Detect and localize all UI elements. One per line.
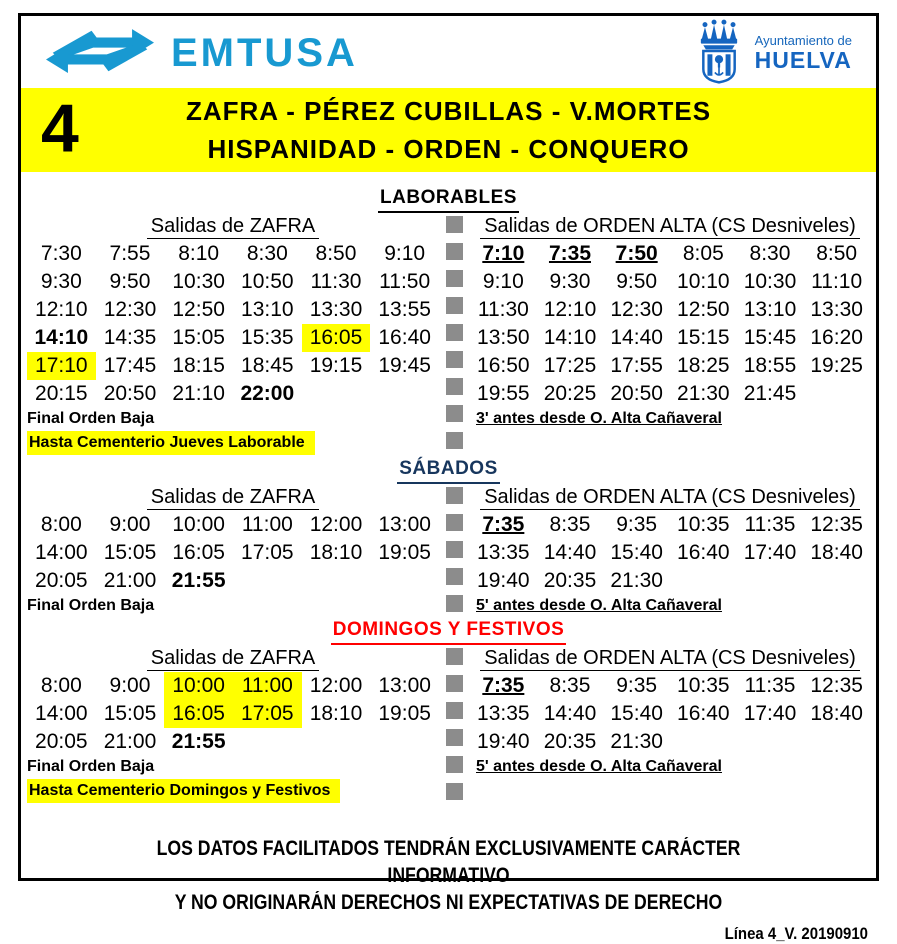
note: 3' antes desde O. Alta Cañaveral — [476, 410, 722, 427]
time-cell: 19:25 — [810, 354, 863, 377]
time-cell: 15:05 — [172, 326, 225, 349]
time-cell: 9:50 — [109, 270, 151, 293]
time-cell: 7:35 — [548, 242, 591, 265]
time-cell: 17:55 — [610, 354, 663, 377]
section-title-domingos: DOMINGOS Y FESTIVOS — [331, 618, 567, 645]
time-cell: 14:35 — [103, 326, 157, 349]
time-cell: 21:00 — [103, 569, 157, 592]
time-cell: 10:30 — [743, 270, 797, 293]
header — [21, 16, 876, 88]
time-cell: 15:15 — [677, 326, 730, 349]
time-cell — [370, 567, 439, 595]
time-cell: 11:50 — [379, 270, 431, 293]
time-cell: 7:10 — [482, 242, 525, 265]
time-cell: 16:40 — [378, 326, 431, 349]
time-row — [470, 728, 870, 756]
time-cell: 18:45 — [241, 354, 294, 377]
time-cell: 8:00 — [40, 513, 82, 536]
time-cell: 15:05 — [103, 541, 157, 564]
section-title-sabados: SÁBADOS — [397, 457, 500, 484]
time-cell — [803, 567, 870, 595]
time-row — [27, 728, 439, 756]
time-row — [470, 352, 870, 380]
time-cell: 10:50 — [241, 270, 294, 293]
dashed-divider — [446, 487, 463, 616]
time-cell: 8:00 — [40, 674, 82, 697]
time-cell: 19:40 — [477, 569, 530, 592]
disclaimer-line2: Y NO ORIGINARÁN DERECHOS NI EXPECTATIVAS DE DERECHO — [174, 891, 723, 914]
time-cell: 20:25 — [543, 382, 597, 405]
time-cell: 14:00 — [35, 702, 88, 725]
time-cell: 16:05 — [172, 541, 225, 564]
time-cell: 21:55 — [171, 730, 226, 753]
time-cell: 10:35 — [677, 513, 730, 536]
time-cell: 11:00 — [241, 513, 293, 536]
section-title-laborables: LABORABLES — [378, 186, 519, 213]
time-cell: 13:30 — [810, 298, 863, 321]
time-cell — [370, 728, 439, 756]
time-cell — [233, 567, 302, 595]
time-cell: 21:30 — [610, 569, 663, 592]
time-row — [27, 700, 439, 728]
time-cell: 13:10 — [241, 298, 294, 321]
time-cell: 7:30 — [40, 242, 82, 265]
time-cell: 17:10 — [27, 352, 96, 380]
time-cell — [370, 380, 439, 408]
time-cell: 13:10 — [743, 298, 797, 321]
time-cell: 21:45 — [743, 382, 797, 405]
section-domingos — [27, 618, 870, 825]
time-cell: 9:50 — [616, 270, 658, 293]
time-cell: 9:00 — [109, 513, 151, 536]
time-cell: 12:50 — [172, 298, 225, 321]
time-row — [470, 240, 870, 268]
time-cell: 19:05 — [378, 541, 431, 564]
section-laborables — [27, 186, 870, 455]
time-cell: 8:50 — [816, 242, 858, 265]
time-cell: 19:55 — [477, 382, 530, 405]
time-cell: 18:55 — [743, 354, 797, 377]
column-heading: Salidas de ZAFRA — [27, 214, 439, 239]
time-cell — [302, 567, 371, 595]
time-cell: 13:00 — [378, 674, 431, 697]
time-cell: 15:05 — [103, 702, 157, 725]
time-cell: 12:00 — [309, 674, 363, 697]
time-cell: 14:40 — [610, 326, 663, 349]
time-cell: 20:05 — [35, 569, 88, 592]
time-cell: 14:00 — [35, 541, 88, 564]
time-cell: 18:40 — [810, 702, 863, 725]
time-row — [27, 268, 439, 296]
time-cell: 11:35 — [744, 513, 796, 536]
time-cell: 18:10 — [309, 541, 363, 564]
time-cell: 16:05 — [164, 700, 233, 728]
time-cell: 17:05 — [233, 700, 302, 728]
time-cell: 21:10 — [172, 382, 225, 405]
time-cell: 16:40 — [677, 702, 730, 725]
domingos-right-table — [470, 646, 870, 803]
time-cell: 9:30 — [549, 270, 591, 293]
time-cell: 9:30 — [40, 270, 82, 293]
dashed-divider — [446, 216, 463, 455]
time-cell: 7:50 — [615, 242, 658, 265]
time-row — [27, 539, 439, 567]
note: 5' antes desde O. Alta Cañaveral — [476, 597, 722, 614]
time-cell: 8:35 — [549, 513, 591, 536]
time-cell: 17:05 — [241, 541, 294, 564]
disclaimer-line1: LOS DATOS FACILITADOS TENDRÁN EXCLUSIVAMENTE CARÁCTER INFORMATIVO — [156, 837, 741, 887]
time-cell: 17:25 — [543, 354, 597, 377]
time-cell: 8:10 — [178, 242, 220, 265]
time-cell: 16:40 — [677, 541, 730, 564]
sabados-right-table — [470, 485, 870, 616]
version-label: Línea 4_V. 20190910 — [724, 924, 868, 943]
time-cell: 8:30 — [749, 242, 791, 265]
sabados-left-table — [27, 485, 439, 616]
time-cell: 21:30 — [610, 730, 663, 753]
time-cell: 7:55 — [109, 242, 151, 265]
time-row — [470, 700, 870, 728]
emtusa-logo — [35, 24, 358, 83]
time-cell: 8:05 — [682, 242, 724, 265]
dashed-divider — [446, 648, 463, 803]
route-title-line2: HISPANIDAD - ORDEN - CONQUERO — [207, 134, 690, 164]
time-row — [470, 296, 870, 324]
time-cell: 13:55 — [378, 298, 431, 321]
time-cell: 21:55 — [171, 569, 226, 592]
time-cell: 10:30 — [172, 270, 225, 293]
time-cell — [803, 380, 870, 408]
time-cell: 18:15 — [172, 354, 225, 377]
time-row — [27, 324, 439, 352]
note: Hasta Cementerio Domingos y Festivos — [27, 779, 340, 803]
time-cell: 12:50 — [677, 298, 730, 321]
time-cell: 8:50 — [315, 242, 357, 265]
time-cell: 9:10 — [482, 270, 524, 293]
time-cell: 15:40 — [610, 541, 663, 564]
time-cell — [670, 567, 737, 595]
time-cell: 13:00 — [378, 513, 431, 536]
huelva-logo — [691, 18, 852, 89]
time-cell: 16:50 — [477, 354, 530, 377]
time-cell — [302, 728, 371, 756]
time-row — [27, 296, 439, 324]
time-cell: 11:10 — [811, 270, 863, 293]
time-cell — [737, 728, 804, 756]
time-cell: 10:10 — [677, 270, 730, 293]
time-cell: 19:40 — [477, 730, 530, 753]
route-number: 4 — [41, 90, 79, 167]
time-cell: 8:35 — [549, 674, 591, 697]
municipality-line1: Ayuntamiento de — [754, 33, 852, 49]
domingos-left-table — [27, 646, 439, 803]
time-cell: 18:40 — [810, 541, 863, 564]
time-row — [470, 672, 870, 700]
laborables-right-table — [470, 214, 870, 455]
time-cell: 9:35 — [616, 674, 658, 697]
time-cell: 18:25 — [677, 354, 730, 377]
time-cell: 14:40 — [543, 541, 597, 564]
time-cell: 10:00 — [164, 672, 233, 700]
laborables-left-table — [27, 214, 439, 455]
time-cell: 13:50 — [477, 326, 530, 349]
time-cell — [302, 380, 371, 408]
time-cell: 19:15 — [309, 354, 363, 377]
note: Final Orden Baja — [27, 410, 155, 427]
time-cell: 10:00 — [172, 513, 225, 536]
time-cell: 12:35 — [810, 674, 863, 697]
note: 5' antes desde O. Alta Cañaveral — [476, 758, 722, 775]
huelva-crest-icon — [691, 18, 747, 89]
column-heading: Salidas de ORDEN ALTA (CS Desniveles) — [470, 485, 870, 510]
time-cell: 11:35 — [744, 674, 796, 697]
time-cell: 12:30 — [103, 298, 157, 321]
timetable-sheet — [18, 13, 879, 943]
column-heading: Salidas de ORDEN ALTA (CS Desniveles) — [470, 646, 870, 671]
time-cell: 7:35 — [482, 513, 525, 536]
time-cell: 9:35 — [616, 513, 658, 536]
time-cell: 14:10 — [34, 326, 89, 349]
time-cell: 15:40 — [610, 702, 663, 725]
time-cell: 10:35 — [677, 674, 730, 697]
time-cell: 16:05 — [302, 324, 371, 352]
time-cell: 12:00 — [309, 513, 363, 536]
time-row — [27, 240, 439, 268]
note: Hasta Cementerio Jueves Laborable — [27, 431, 315, 455]
time-cell: 19:05 — [378, 702, 431, 725]
time-row — [470, 380, 870, 408]
time-cell: 13:30 — [309, 298, 363, 321]
time-cell: 7:35 — [482, 674, 525, 697]
section-sabados — [27, 457, 870, 616]
time-row — [27, 380, 439, 408]
time-cell: 19:45 — [378, 354, 431, 377]
time-cell: 11:00 — [233, 672, 302, 700]
time-row — [27, 352, 439, 380]
column-heading: Salidas de ZAFRA — [27, 485, 439, 510]
note: Final Orden Baja — [27, 758, 155, 775]
route-title-band — [21, 88, 876, 172]
note: Final Orden Baja — [27, 597, 155, 614]
municipality-line2: HUELVA — [754, 46, 852, 73]
time-cell: 12:35 — [810, 513, 863, 536]
time-cell: 9:10 — [384, 242, 426, 265]
time-cell: 17:45 — [103, 354, 157, 377]
emtusa-double-arrow-icon — [35, 24, 165, 83]
time-cell: 8:30 — [246, 242, 288, 265]
time-cell — [803, 728, 870, 756]
time-cell: 20:50 — [103, 382, 157, 405]
time-cell: 20:05 — [35, 730, 88, 753]
time-row — [470, 567, 870, 595]
time-row — [27, 511, 439, 539]
time-cell: 11:30 — [477, 298, 529, 321]
time-cell: 9:00 — [109, 674, 151, 697]
time-cell: 12:10 — [35, 298, 88, 321]
time-cell: 20:35 — [543, 730, 597, 753]
time-cell: 20:35 — [543, 569, 597, 592]
time-cell: 16:20 — [810, 326, 863, 349]
time-cell — [233, 728, 302, 756]
time-cell: 12:10 — [543, 298, 597, 321]
time-cell: 13:35 — [477, 541, 530, 564]
column-heading: Salidas de ORDEN ALTA (CS Desniveles) — [470, 214, 870, 239]
time-cell: 17:40 — [743, 702, 797, 725]
time-row — [470, 324, 870, 352]
time-cell: 13:35 — [477, 702, 530, 725]
time-cell: 14:10 — [543, 326, 597, 349]
time-row — [470, 539, 870, 567]
time-cell: 18:10 — [309, 702, 363, 725]
time-cell: 20:15 — [35, 382, 88, 405]
time-cell: 12:30 — [610, 298, 663, 321]
column-heading: Salidas de ZAFRA — [27, 646, 439, 671]
time-cell: 17:40 — [743, 541, 797, 564]
time-cell: 11:30 — [310, 270, 362, 293]
time-cell: 20:50 — [610, 382, 663, 405]
footer — [21, 835, 876, 944]
route-title-line1: ZAFRA - PÉREZ CUBILLAS - V.MORTES — [185, 96, 712, 126]
time-cell: 15:35 — [241, 326, 294, 349]
time-cell — [737, 567, 804, 595]
time-cell: 15:45 — [743, 326, 797, 349]
time-cell: 22:00 — [240, 382, 295, 405]
time-cell: 21:30 — [677, 382, 730, 405]
time-cell — [670, 728, 737, 756]
sections — [21, 172, 876, 825]
time-row — [470, 268, 870, 296]
time-cell: 14:40 — [543, 702, 597, 725]
time-row — [27, 672, 439, 700]
time-row — [27, 567, 439, 595]
time-row — [470, 511, 870, 539]
time-cell: 21:00 — [103, 730, 157, 753]
brand-name: EMTUSA — [171, 30, 358, 75]
